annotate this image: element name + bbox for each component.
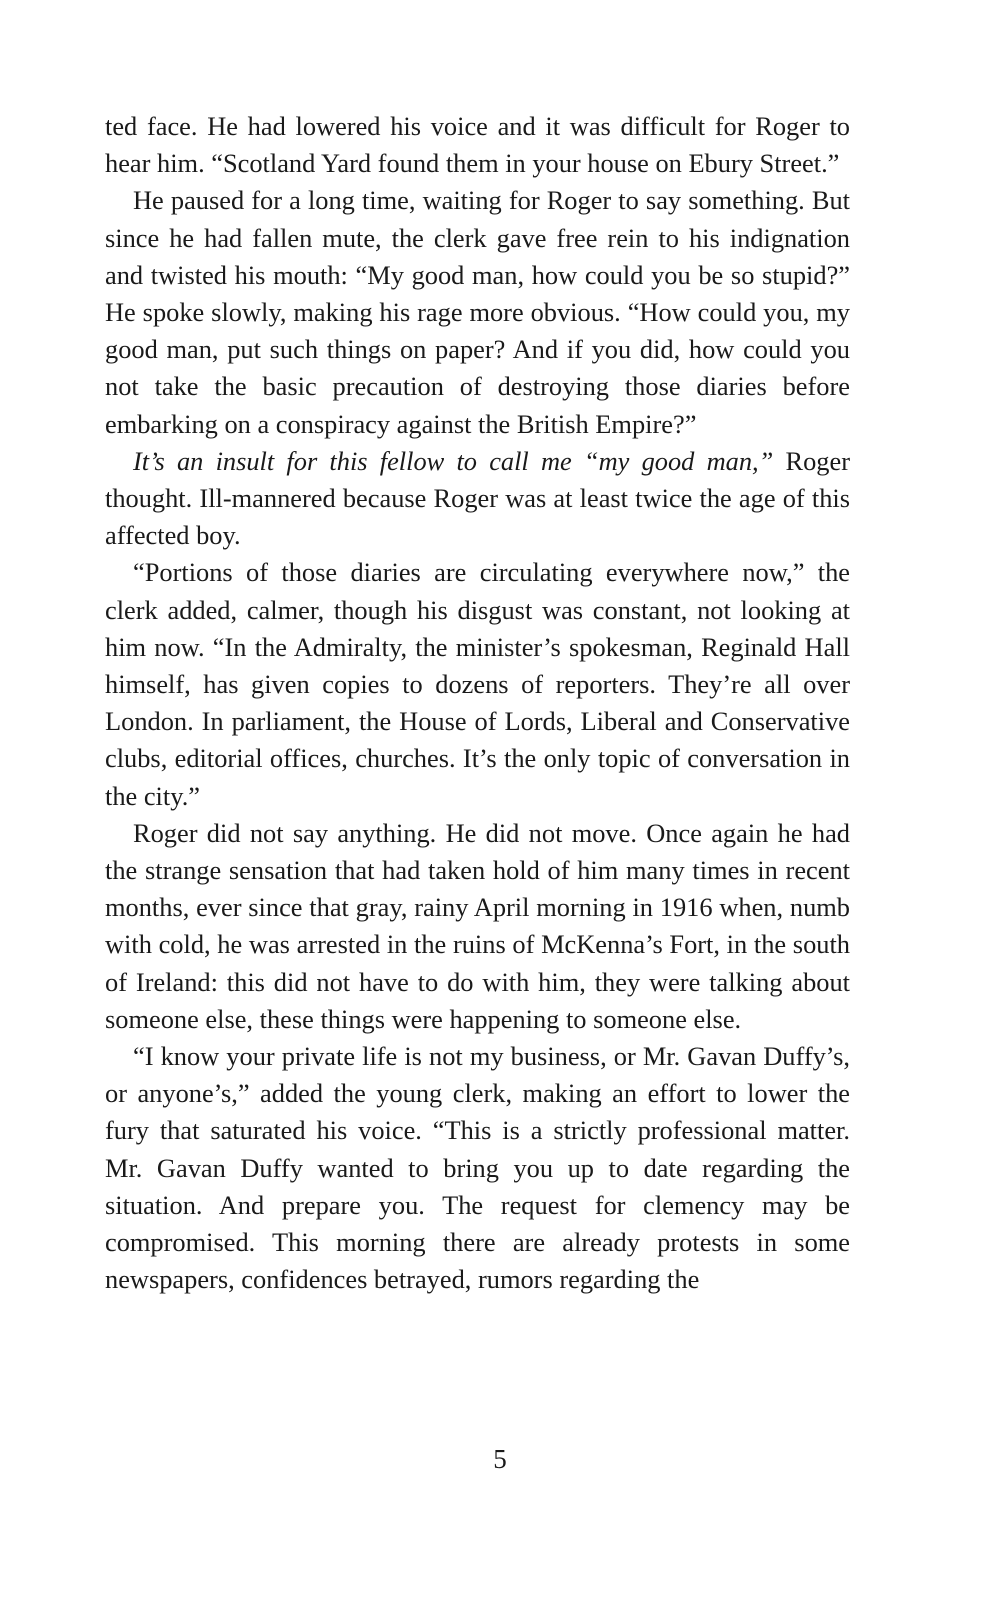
inner-thought-italic: It’s an insult for this fellow to call me “my good man,” [133, 445, 774, 476]
paragraph-4: “Portions of those diaries are circulating everywhere now,” the clerk added, calmer, though his disgust was constant, not looking at him now. “In the Admiralty, the minister’s spokesman, Reginald Hall himself, has given copies to dozens of reporters. They’re all over London. In parliament, the House of Lords, Liberal and Conservative clubs, editorial offices, churches. It’s the only topic of conversation in the city.” [105, 557, 850, 811]
paragraph-2: He paused for a long time, waiting for Roger to say something. But since he had fallen mute, the clerk gave free rein to his indignation and twisted his mouth: “My good man, how could you be so stupid?” He spoke slowly, making his rage more obvious. “How could you, my good man, put such things on paper? And if you did, how could you not take the basic precaution of destroying those diaries before embarking on a conspiracy against the British Empire?” [105, 185, 850, 439]
paragraph-5: Roger did not say anything. He did not move. Once again he had the strange sensation that had taken hold of him many times in recent months, ever since that gray, rainy April morning in 1916 when, numb with cold, he was arrested in the ruins of McKenna’s Fort, in the south of Ireland: this did not have to do with him, they were talking about someone else, these things were happening to someone else. [105, 817, 850, 1034]
page-body [105, 108, 850, 1299]
page-number: 5 [493, 1444, 507, 1474]
paragraph-3-text: Roger thought. Ill-mannered because Roger was at least twice the age of this affected boy. [105, 445, 850, 551]
paragraph-3 [105, 443, 850, 555]
paragraph-6: “I know your private life is not my business, or Mr. Gavan Duffy’s, or anyone’s,” added the young clerk, making an effort to lower the fury that saturated his voice. “This is a strictly professional matter. Mr. Gavan Duffy wanted to bring you up to date regarding the situation. And prepare you. The request for clemency may be compromised. This morning there are already protests in some newspapers, confidences betrayed, rumors regarding the [105, 1041, 850, 1295]
paragraph-1: ted face. He had lowered his voice and it was difficult for Roger to hear him. “Scotland Yard found them in your house on Ebury Street.” [105, 111, 850, 179]
